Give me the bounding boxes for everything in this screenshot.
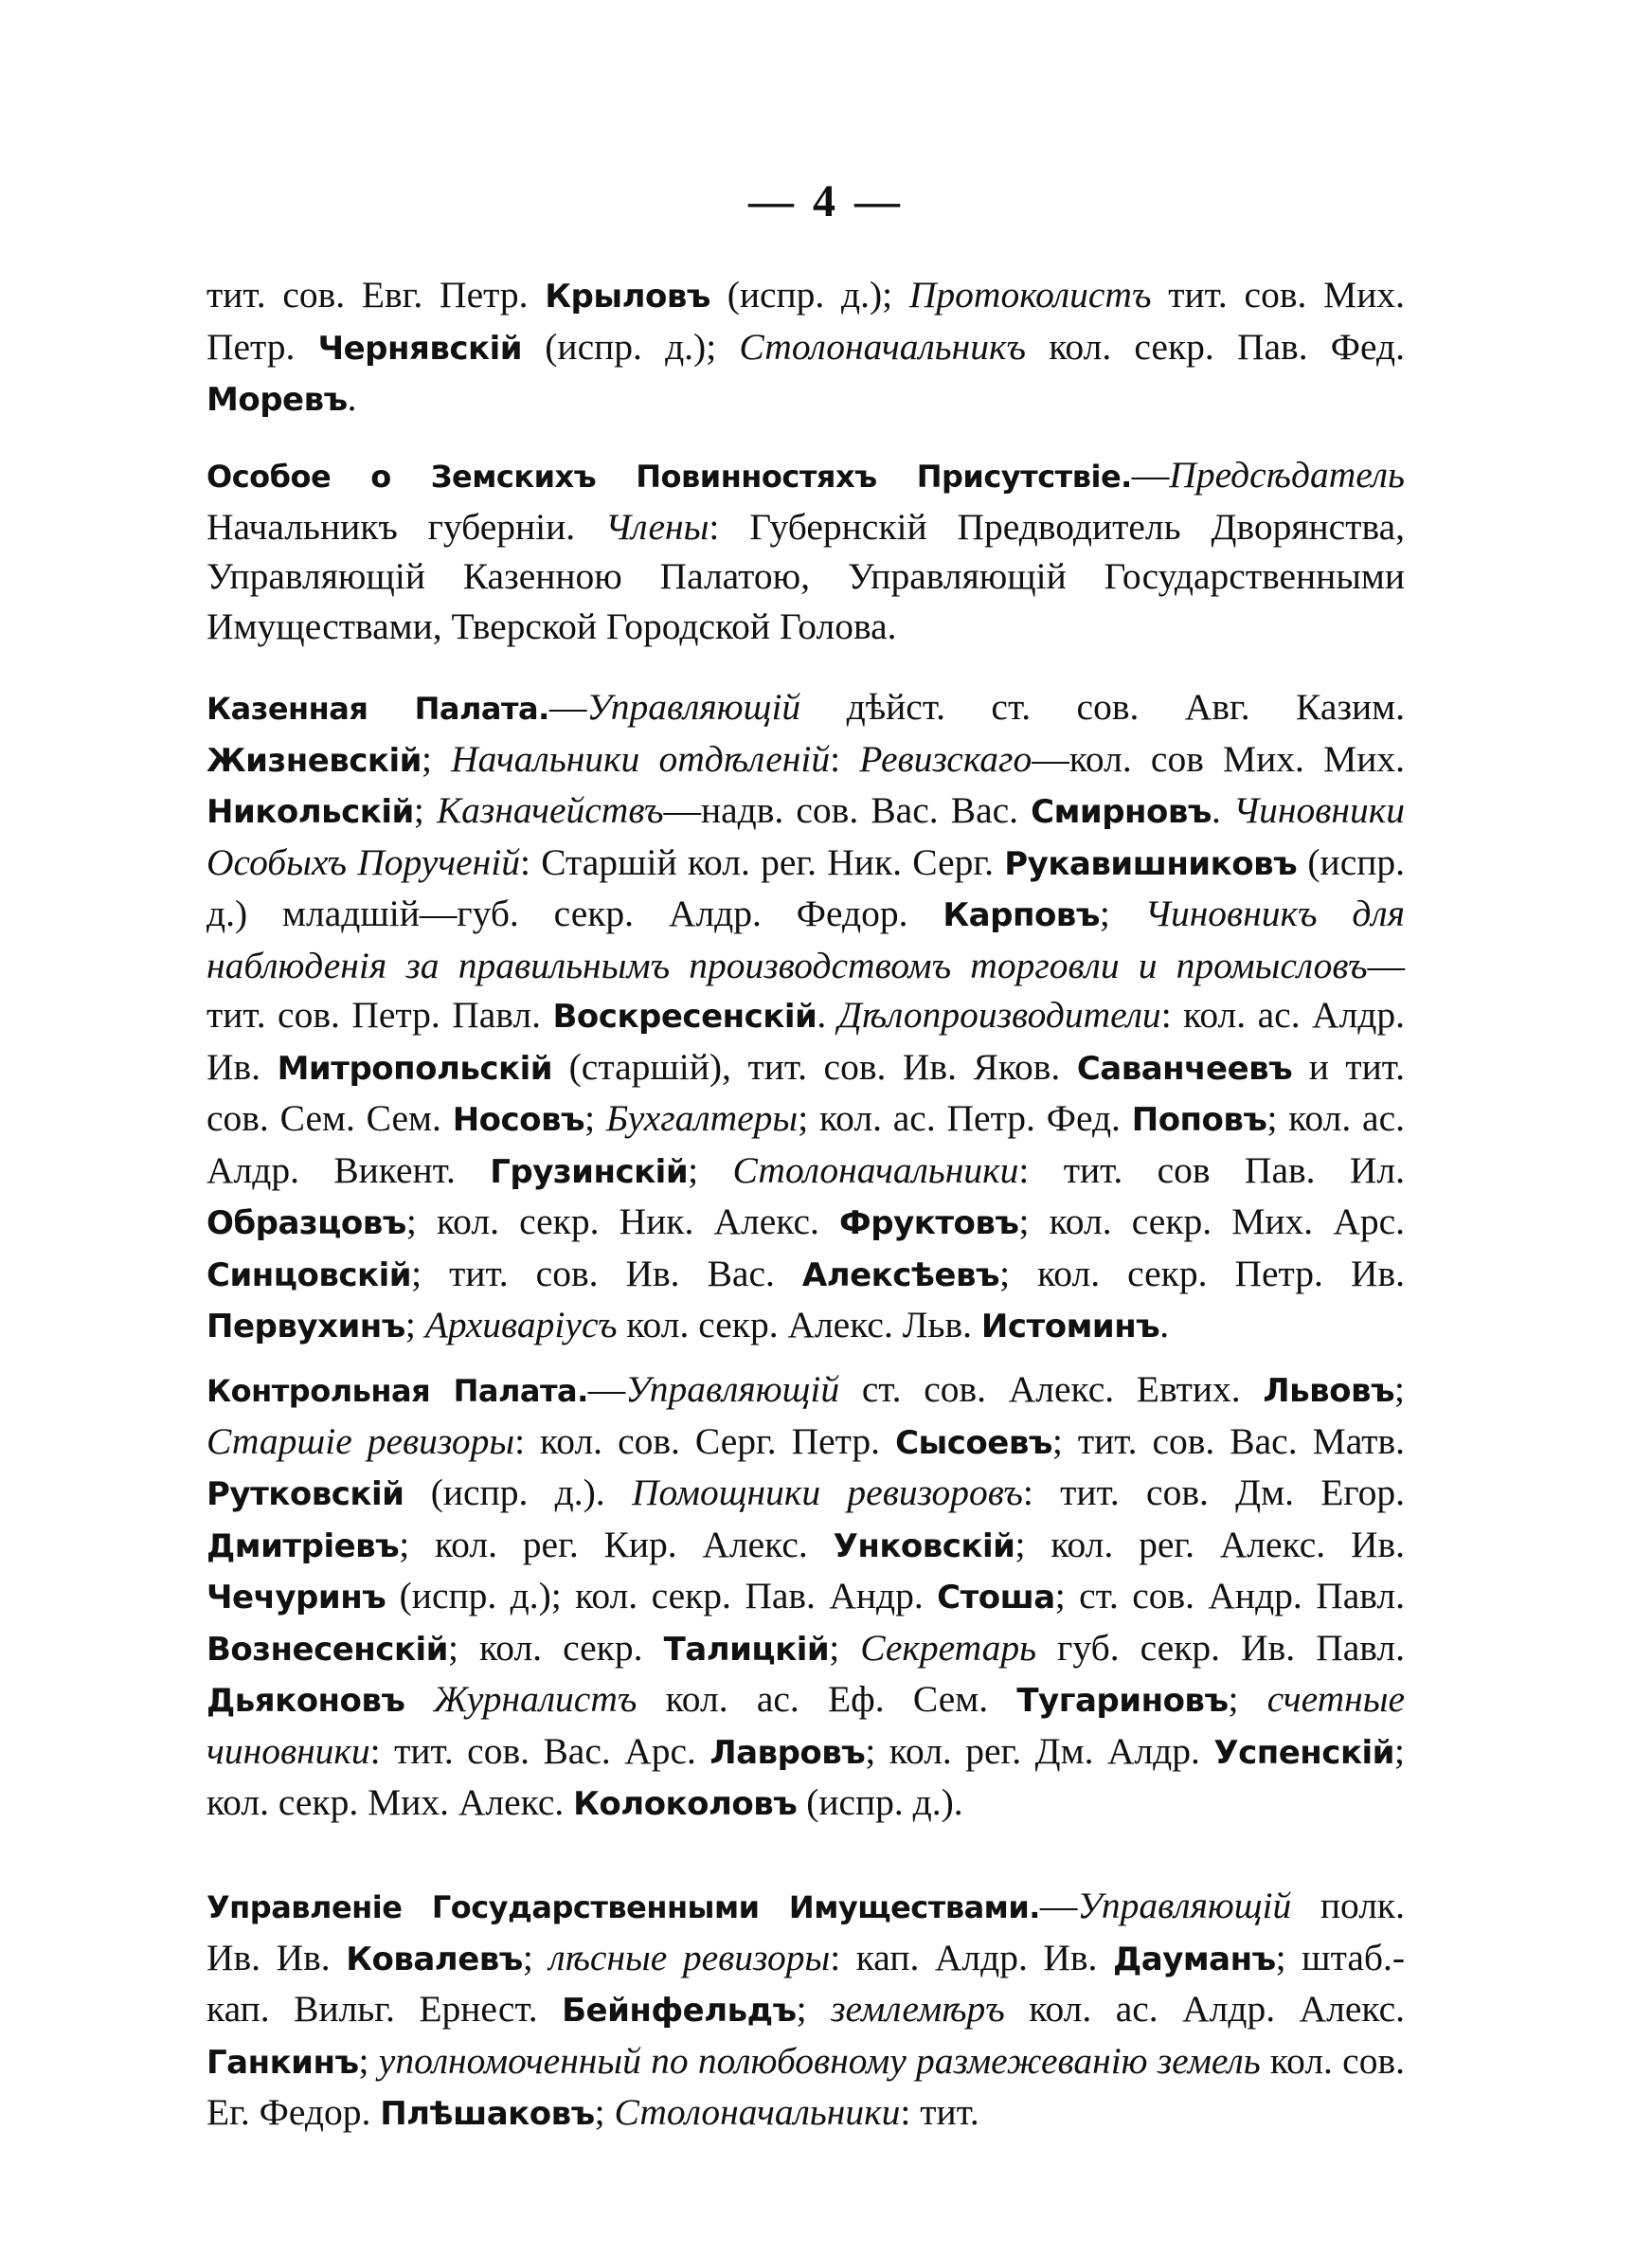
body-text: —кол. сов Мих. Мих. — [1032, 737, 1405, 780]
body-text: — — [548, 686, 587, 728]
position-title: Журналистъ — [433, 1678, 637, 1720]
body-text: кол. сов. Ег. Федор. — [206, 2039, 1405, 2133]
position-title: Бухгалтеры — [605, 1097, 799, 1139]
position-title: Предсѣдатель — [1169, 454, 1405, 496]
body-text: ; штаб.-кап. Вильг. Ернест. — [206, 1936, 1405, 2030]
person-surname: Моревъ — [206, 381, 348, 419]
person-surname: Успенскій — [1213, 1733, 1395, 1772]
person-surname: Жизневскій — [206, 741, 422, 780]
person-surname: Карповъ — [943, 896, 1100, 934]
person-surname: Ганкинъ — [206, 2043, 359, 2082]
body-text: ; — [1394, 1368, 1405, 1410]
person-surname: Тугариновъ — [1016, 1682, 1229, 1720]
body-text: ; — [1099, 893, 1145, 934]
body-text: дѣйст. ст. сов. Авг. Казим. — [800, 686, 1406, 728]
body-text: : Губернскій Предводитель Дворянства, Управляющій Казенною Палатою, Управляющій Государственными Имуществами, Тверской Городской Голова. — [206, 505, 1405, 647]
body-text: — — [1131, 454, 1170, 496]
body-text: полк. Ив. Ив. — [206, 1885, 1405, 1978]
body-text: ; — [584, 1097, 606, 1139]
position-title: лѣсные ревизоры — [548, 1936, 831, 1978]
position-title: землемѣръ — [831, 1988, 1005, 2030]
position-title: Чиновникъ для наблюденія за правильнымъ производствомъ торговли и промысловъ — [206, 893, 1405, 986]
body-text: (старшій), тит. сов. Ив. Яков. — [552, 1045, 1077, 1088]
person-surname: Ковалевъ — [346, 1940, 523, 1978]
body-text: (испр. д.). — [797, 1781, 963, 1823]
paragraph-text — [206, 682, 1405, 1352]
position-title: счетные чиновники — [206, 1678, 1405, 1772]
position-title: Столоначальники — [614, 2091, 901, 2133]
body-text: ; кол. ас. Алдр. Викент. — [206, 1097, 1405, 1191]
body-text: ; — [829, 1626, 861, 1669]
body-text: ; кол. секр. — [448, 1626, 664, 1669]
person-surname: Дмитріевъ — [206, 1526, 400, 1565]
person-surname: Колоколовъ — [573, 1785, 798, 1823]
body-text: кол. секр. Алекс. Льв. — [617, 1304, 981, 1345]
position-title: Управляющій — [1077, 1885, 1292, 1926]
body-text: ; — [1228, 1678, 1267, 1720]
position-title: Управляющій — [625, 1368, 840, 1410]
person-surname: Саванчеевъ — [1076, 1049, 1293, 1088]
position-title: Архиваріусъ — [424, 1304, 618, 1345]
position-title: уполномоченный по полюбовному размежеванію земель — [378, 2039, 1261, 2082]
position-title: Столоначальникъ — [739, 325, 1026, 368]
body-text: . — [1211, 789, 1233, 831]
paragraph-control-chamber — [206, 1364, 1405, 1830]
person-surname: Талицкій — [663, 1630, 830, 1669]
person-surname: Фруктовъ — [839, 1204, 1019, 1242]
person-surname: Воскресенскій — [552, 998, 817, 1036]
body-text: (испр. д.) младшій—губ. секр. Алдр. Федор. — [206, 840, 1405, 934]
body-text: : кол. ас. Алдр. Ив. — [206, 994, 1406, 1088]
page-number: — 4 — — [748, 176, 904, 226]
body-text: ст. сов. Алекс. Евтих. — [839, 1368, 1264, 1410]
body-text: (испр. д.); кол. секр. Пав. Андр. — [386, 1575, 938, 1616]
body-text: : кап. Алдр. Ив. — [830, 1936, 1113, 1978]
person-surname: Рутковскій — [206, 1475, 404, 1513]
body-text: ; — [522, 1936, 549, 1978]
body-text: — — [1039, 1885, 1078, 1926]
body-text: губ. секр. Ив. Павл. — [1036, 1626, 1405, 1669]
body-text: ; — [594, 2091, 615, 2133]
position-title: Казначействъ — [436, 789, 664, 831]
body-text: ; кол. рег. Дм. Алдр. — [865, 1729, 1214, 1772]
body-text: ; — [413, 789, 437, 831]
body-text — [404, 1678, 433, 1720]
body-text: ; кол. секр. Петр. Ив. — [999, 1252, 1405, 1294]
person-surname: Поповъ — [1131, 1101, 1267, 1139]
position-title: Старшіе ревизоры — [206, 1419, 515, 1462]
section-heading: Контрольная Палата. — [206, 1373, 588, 1409]
person-surname: Сысоевъ — [895, 1423, 1052, 1462]
section-heading: Управленіе Государственными Имуществами. — [206, 1889, 1040, 1925]
person-surname: Синцовскій — [206, 1255, 412, 1294]
body-text: : тит. сов Пав. Ил. — [1018, 1148, 1405, 1191]
person-surname: Вознесенскій — [206, 1630, 448, 1669]
position-title: Чиновники Особыхъ Порученій — [206, 789, 1405, 883]
person-surname: Никольскій — [206, 793, 414, 831]
person-surname: Носовъ — [452, 1101, 585, 1139]
paragraph-continuation — [206, 270, 1405, 425]
section-heading: Казенная Палата. — [206, 691, 549, 727]
body-text: ; — [404, 1304, 425, 1345]
person-surname: Унковскій — [833, 1526, 1015, 1565]
body-text: кол. секр. Пав. Фед. — [1026, 325, 1405, 368]
paragraph-text — [206, 1881, 1405, 2140]
position-title: Протоколистъ — [908, 274, 1152, 316]
position-title: Секретарь — [860, 1626, 1037, 1669]
person-surname: Дьяконовъ — [206, 1682, 405, 1720]
paragraph-zemstvo-duties — [206, 450, 1405, 651]
body-text: (испр. д.); — [709, 274, 909, 316]
body-text: кол. ас. Алдр. Алекс. — [1004, 1988, 1405, 2030]
person-surname: Крыловъ — [545, 278, 710, 316]
body-text: — — [587, 1368, 626, 1410]
person-surname: Стоша — [937, 1579, 1055, 1616]
body-text: (испр. д.). — [404, 1472, 632, 1513]
body-text: : кол. сов. Серг. Петр. — [514, 1419, 896, 1462]
person-surname: Рукавишниковъ — [1004, 844, 1298, 883]
position-title: Начальники отдѣленій — [451, 737, 831, 780]
body-text: тит. сов. Евг. Петр. — [206, 274, 546, 316]
person-surname: Первухинъ — [206, 1308, 405, 1345]
person-surname: Чернявскій — [317, 329, 523, 368]
person-surname: Львовъ — [1263, 1372, 1395, 1410]
body-text: ; кол. секр. Мих. Алекс. — [206, 1729, 1405, 1823]
person-surname: Алексѣевъ — [801, 1255, 1000, 1294]
body-text: . — [347, 377, 357, 419]
body-text: ; кол. рег. Кир. Алекс. — [399, 1523, 834, 1565]
body-text: : Старшій кол. рег. Ник. Серг. — [519, 840, 1005, 883]
body-text: ; кол. рег. Алекс. Ив. — [1015, 1523, 1406, 1565]
position-title: Ревизскаго — [859, 737, 1032, 780]
paragraph-state-property — [206, 1881, 1405, 2140]
body-text: ; кол. ас. Петр. Фед. — [798, 1097, 1132, 1139]
person-surname: Смирновъ — [1031, 793, 1212, 831]
body-text: ; — [688, 1148, 733, 1191]
body-text: ; — [796, 1988, 832, 2030]
person-surname: Дауманъ — [1112, 1940, 1276, 1978]
body-text: —тит. сов. Петр. Павл. — [206, 944, 1405, 1036]
section-heading: Особое о Земскихъ Повинностяхъ Присутствіе. — [206, 459, 1132, 495]
position-title: Дѣлопроизводители — [837, 994, 1161, 1036]
body-text: . — [1159, 1304, 1170, 1345]
person-surname: Грузинскій — [490, 1152, 689, 1191]
body-text: : тит. — [900, 2091, 979, 2133]
body-text: Начальникъ губерніи. — [206, 505, 606, 548]
person-surname: Истоминъ — [980, 1308, 1160, 1345]
person-surname: Чечуринъ — [206, 1579, 386, 1616]
person-surname: Образцовъ — [206, 1204, 406, 1242]
position-title: Помощники ревизоровъ — [631, 1472, 1023, 1513]
person-surname: Бейнфельдъ — [562, 1992, 797, 2030]
body-text: —надв. сов. Вас. Вас. — [663, 789, 1032, 831]
paragraph-text — [206, 450, 1405, 651]
body-text: : тит. сов. Дм. Егор. — [1022, 1472, 1406, 1513]
body-text: ; кол. секр. Мих. Арс. — [1018, 1201, 1406, 1242]
body-text: : тит. сов. Вас. Арс. — [369, 1729, 710, 1772]
person-surname: Лавровъ — [709, 1733, 866, 1772]
body-text: ; ст. сов. Андр. Павл. — [1054, 1575, 1405, 1616]
body-text: ; — [421, 737, 452, 780]
body-text: ; кол. секр. Ник. Алекс. — [405, 1201, 840, 1242]
body-text: (испр. д.); — [522, 325, 740, 368]
person-surname: Митропольскій — [277, 1049, 553, 1088]
body-text: кол. ас. Еф. Сем. — [637, 1678, 1017, 1720]
paragraph-text — [206, 270, 1405, 425]
paragraph-treasury-chamber — [206, 682, 1405, 1352]
body-text: . — [817, 994, 838, 1036]
paragraph-text — [206, 1364, 1405, 1830]
position-title: Столоначальники — [732, 1148, 1019, 1191]
body-text: и тит. сов. Сем. Сем. — [206, 1045, 1405, 1139]
body-text: тит. сов. Мих. Петр. — [206, 274, 1405, 368]
body-text: ; тит. сов. Вас. Матв. — [1051, 1419, 1405, 1462]
person-surname: Плѣшаковъ — [380, 2095, 595, 2133]
position-title: Управляющій — [586, 686, 801, 728]
body-text: : — [830, 737, 860, 780]
body-text: ; тит. сов. Ив. Вас. — [411, 1252, 802, 1294]
body-text: ; — [358, 2039, 379, 2082]
position-title: Члены — [605, 505, 709, 548]
